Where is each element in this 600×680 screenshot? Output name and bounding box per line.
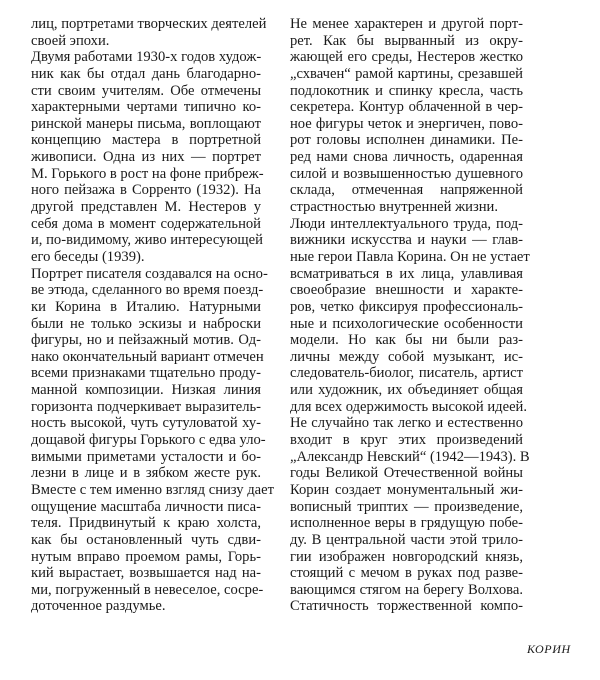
text-line: модели. Но как бы ни были раз- bbox=[290, 332, 523, 349]
text-line: себя дома в момент содержательной bbox=[31, 215, 261, 232]
text-line: Люди интеллектуального труда, под- bbox=[290, 215, 523, 232]
text-line: манной композиции. Низкая линия bbox=[31, 382, 261, 399]
text-line: ве этюда, сделанного во время поезд- bbox=[31, 282, 264, 299]
text-line: ред нами снова личность, одаренная bbox=[290, 149, 523, 166]
running-footer: КОРИН bbox=[527, 642, 571, 656]
text-line: были не только эскизы и наброски bbox=[31, 315, 261, 332]
text-line: вижники искусства и науки — глав- bbox=[290, 232, 523, 249]
text-line: характерными чертами типично ко- bbox=[31, 99, 261, 116]
text-line: склада, отмеченная напряженной bbox=[290, 182, 523, 199]
text-line: для всех одержимость высокой идеей. bbox=[290, 398, 528, 415]
text-line: вописный триптих — произведение, bbox=[290, 498, 523, 515]
text-line: „схвачен“ рамой картины, срезавшей bbox=[290, 65, 523, 82]
text-line: теля. Придвинутый к краю холста, bbox=[31, 515, 261, 532]
text-line: ринской манеры письма, воплощают bbox=[31, 115, 261, 132]
text-line: лезни в лице и в зябком жесте рук. bbox=[31, 465, 261, 482]
text-line: исполненное веры в грядущую побе- bbox=[290, 515, 523, 532]
text-line: своеобразие внешности и характе- bbox=[290, 282, 523, 299]
text-line: концепцию мастера в портретной bbox=[31, 132, 261, 149]
text-line: жающей его среды, Нестеров жестко bbox=[290, 49, 523, 66]
text-line: ник как бы отдал дань благодарно- bbox=[31, 65, 261, 82]
text-line: ного пейзажа в Сорренто (1932). На bbox=[31, 182, 261, 199]
text-line: подлокотник и спинку кресла, часть bbox=[290, 82, 523, 99]
text-line: сти своим учителям. Обе отмечены bbox=[31, 82, 261, 99]
text-line: ки Корина в Италию. Натурными bbox=[31, 298, 261, 315]
text-line: стоящий с мечом в руках под разве- bbox=[290, 565, 523, 582]
text-line: следователь-биолог, писатель, артист bbox=[290, 365, 523, 382]
text-line: ные и психологические особенности bbox=[290, 315, 523, 332]
text-line: Вместе с тем именно взгляд снизу дает bbox=[31, 481, 274, 498]
text-line: кий вырастает, возвышается над на- bbox=[31, 565, 261, 582]
text-line: всеми признаками тщательно проду- bbox=[31, 365, 261, 382]
text-line: Портрет писателя создавался на осно- bbox=[31, 265, 268, 282]
right-text-column bbox=[290, 16, 530, 615]
text-line: Не менее характерен и другой порт- bbox=[290, 16, 523, 32]
text-line: личны между собой музыкант, ис- bbox=[290, 348, 523, 365]
text-line: страстностью внутренней жизни. bbox=[290, 199, 499, 216]
text-line: гии изображен новгородский князь, bbox=[290, 548, 523, 565]
text-line: М. Горького в рост на фоне прибреж- bbox=[31, 165, 264, 182]
text-line: живописи. Одна из них — портрет bbox=[31, 149, 261, 166]
text-line: ров, четко фиксируя профессиональ- bbox=[290, 298, 523, 315]
text-line: ми, погруженный в невеселое, сосре- bbox=[31, 581, 264, 598]
text-line: рет. Как бы вырванный из окру- bbox=[290, 32, 523, 49]
text-line: или художник, их объединяет общая bbox=[290, 382, 523, 399]
text-line: вающимся стягом на берегу Волхова. bbox=[290, 581, 523, 598]
text-line: всматриваться в их лица, улавливая bbox=[290, 265, 523, 282]
text-line: фигуры, но и пейзажный мотив. Од- bbox=[31, 332, 261, 349]
text-line: как бы остановленный чуть сдви- bbox=[31, 531, 261, 548]
left-text-column bbox=[31, 16, 274, 615]
text-line: и, по-видимому, живо интересующей bbox=[31, 232, 263, 249]
text-line: вимыми приметами усталости и бо- bbox=[31, 448, 261, 465]
text-line: лиц, портретами творческих деятелей bbox=[31, 16, 267, 32]
text-line: его беседы (1939). bbox=[31, 248, 145, 265]
text-line: Не случайно так легко и естественно bbox=[290, 415, 523, 432]
text-line: другой представлен М. Нестеров у bbox=[31, 199, 261, 216]
text-line: ду. В центральной части этой трило- bbox=[290, 531, 523, 548]
text-line: горизонта подчеркивает выразитель- bbox=[31, 398, 261, 415]
text-line: ность высокой, чуть сутуловатой ху- bbox=[31, 415, 261, 432]
text-line: Корин создает монументальный жи- bbox=[290, 481, 523, 498]
text-line: секретера. Контур облаченной в чер- bbox=[290, 99, 523, 116]
text-line: входит в круг этих произведений bbox=[290, 432, 523, 449]
text-line: доточенное раздумье. bbox=[31, 598, 166, 615]
text-line: нако окончательный вариант отмечен bbox=[31, 348, 264, 365]
text-line: силой и возвышенностью душевного bbox=[290, 165, 523, 182]
text-line: ные герои Павла Корина. Он не устает bbox=[290, 248, 530, 265]
text-line: Двумя работами 1930-х годов худож- bbox=[31, 49, 262, 66]
text-line: Статичность торжественной компо- bbox=[290, 598, 523, 615]
text-line: ощущение масштаба личности писа- bbox=[31, 498, 261, 515]
text-line: своей эпохи. bbox=[31, 32, 110, 49]
text-line: дощавой фигуры Горького с едва уло- bbox=[31, 432, 266, 449]
text-line: ное фигуры четок и энергичен, пово- bbox=[290, 115, 523, 132]
text-line: нутым вправо проемом рамы, Горь- bbox=[31, 548, 261, 565]
text-line: рот головы исполнен динамики. Пе- bbox=[290, 132, 523, 149]
text-line: „Александр Невский“ (1942—1943). В bbox=[290, 448, 530, 465]
text-line: годы Великой Отечественной войны bbox=[290, 465, 523, 482]
